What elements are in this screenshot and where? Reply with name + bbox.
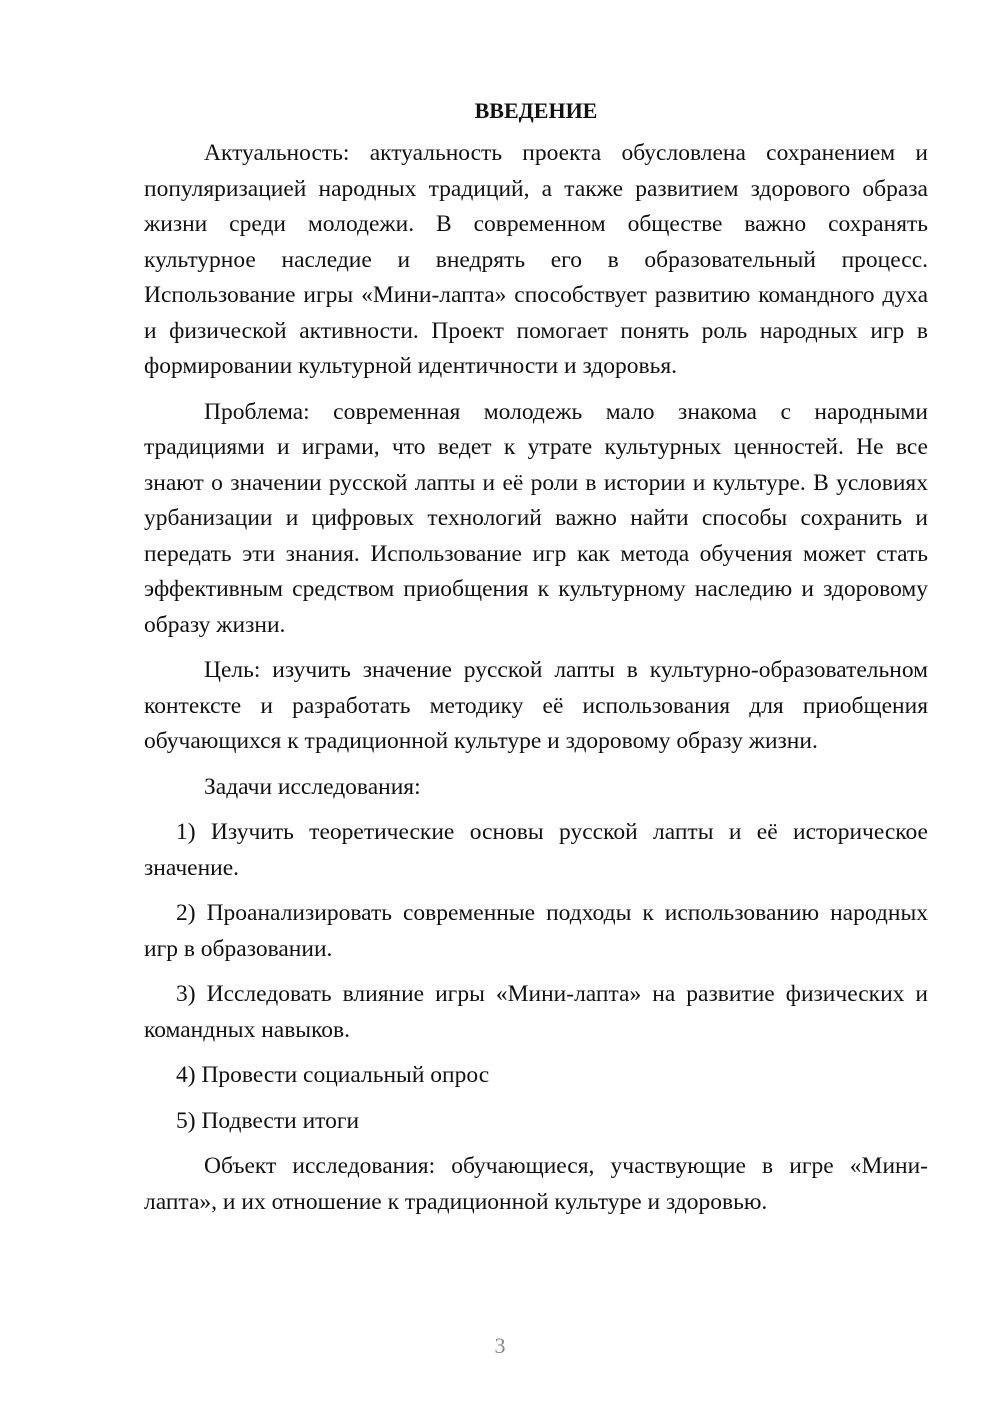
task-item-1: 1) Изучить теоретические основы русской лапты и её историческое значение. xyxy=(144,819,928,881)
tasks-heading: Задачи исследования: xyxy=(204,773,421,800)
page-number: 3 xyxy=(494,1333,506,1358)
task-item-2: 2) Проанализировать современные подходы к использованию народных игр в образовании. xyxy=(144,900,928,962)
goal-paragraph: Цель: изучить значение русской лапты в культурно-образовательном контексте и разработать методику её использования для приобщения обучающихся к традиционной культуре и здоровому образу жизни. xyxy=(144,657,928,754)
task-item-5: 5) Подвести итоги xyxy=(176,1107,360,1134)
object-paragraph: Объект исследования: обучающиеся, участвующие в игре «Мини-лапта», и их отношение к традиционной культуре и здоровью. xyxy=(144,1153,928,1215)
problem-paragraph: Проблема: современная молодежь мало знакома с народными традициями и играми, что ведет к утрате культурных ценностей. Не все знают о значении русской лапты и её роли в истории и культуре. В условиях урбанизации и цифровых технологий важно найти способы сохранить и передать эти знания. Использование игр как метода обучения может стать эффективным средством приобщения к культурному наследию и здоровому образу жизни. xyxy=(144,398,928,638)
relevance-paragraph: Актуальность: актуальность проекта обусловлена сохранением и популяризацией народных традиций, а также развитием здорового образа жизни среди молодежи. В современном обществе важно сохранять культурное наследие и внедрять его в образовательный процесс. Использование игры «Мини-лапта» способствует развитию командного духа и физической активности. Проект помогает понять роль народных игр в формировании культурной идентичности и здоровья. xyxy=(144,140,928,379)
task-item-3: 3) Исследовать влияние игры «Мини-лапта» на развитие физических и командных навыков. xyxy=(144,981,928,1043)
section-heading: ВВЕДЕНИЕ xyxy=(474,98,598,123)
task-item-4: 4) Провести социальный опрос xyxy=(176,1062,490,1088)
page-content xyxy=(144,96,928,1230)
